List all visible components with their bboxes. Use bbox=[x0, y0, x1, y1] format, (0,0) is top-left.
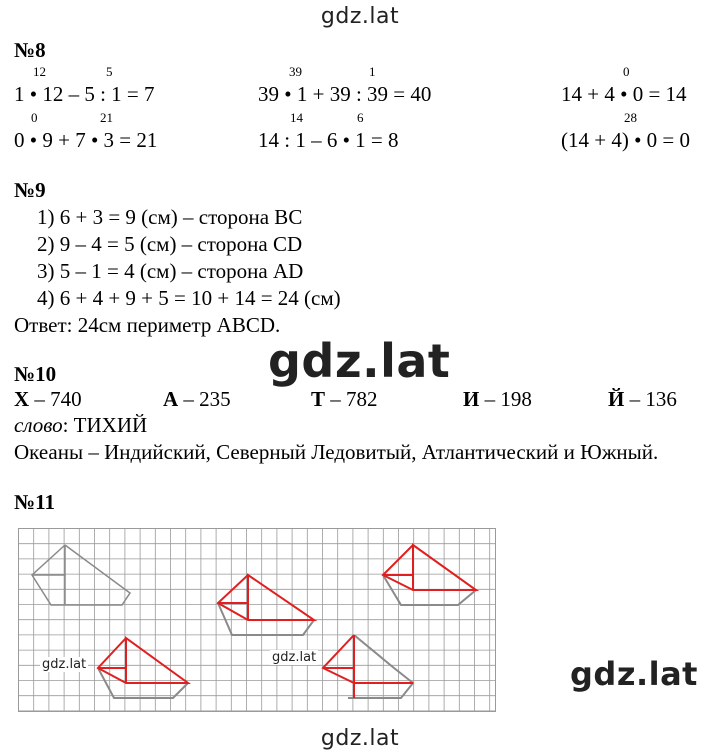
task8-col3-row2: (14 + 4) • 0 = 0 bbox=[561, 128, 691, 152]
task9-line-4: 4) 6 + 4 + 9 + 5 = 10 + 14 = 24 (см) bbox=[37, 286, 341, 310]
task10-value: – 235 bbox=[178, 387, 231, 411]
task9-line-3: 3) 5 – 1 = 4 (см) – сторона AD bbox=[37, 259, 304, 283]
task10-letter: И bbox=[463, 387, 480, 411]
task8-heading: №8 bbox=[14, 38, 46, 62]
watermark-small-mid: gdz.lat bbox=[272, 650, 317, 665]
watermark-top: gdz.lat bbox=[320, 4, 400, 29]
task10-item-1 bbox=[14, 387, 82, 412]
task8-col2-sup1b: 1 bbox=[369, 64, 376, 79]
shape5-grey bbox=[348, 635, 413, 698]
task10-item-5 bbox=[608, 387, 677, 412]
task10-value: – 740 bbox=[29, 387, 82, 411]
task10-word-label: слово bbox=[14, 413, 63, 437]
task8-col1-sup1a: 12 bbox=[33, 64, 46, 79]
watermark-small-left: gdz.lat bbox=[42, 657, 87, 672]
shape-red-4 bbox=[98, 638, 188, 698]
task8-col2-sup1a: 39 bbox=[289, 64, 302, 79]
shape2-red bbox=[218, 575, 314, 620]
watermark-center: gdz.lat bbox=[268, 334, 451, 388]
task9-heading: №9 bbox=[14, 178, 46, 202]
task10-item-2 bbox=[163, 387, 231, 412]
shape4-red bbox=[98, 638, 188, 683]
shape-red-2 bbox=[218, 575, 314, 635]
task11-heading: №11 bbox=[14, 490, 55, 514]
task10-value: – 136 bbox=[624, 387, 677, 411]
task8-col2-row1: 39 • 1 + 39 : 39 = 40 bbox=[258, 82, 432, 106]
task8-col1-sup2a: 0 bbox=[31, 110, 38, 125]
task10-oceans: Океаны – Индийский, Северный Ледовитый, Атлантический и Южный. bbox=[14, 440, 659, 464]
task9-answer: Ответ: 24см периметр ABCD. bbox=[14, 313, 281, 337]
task8-col3-sup1: 0 bbox=[623, 64, 630, 79]
task10-word-value: : ТИХИЙ bbox=[62, 413, 148, 437]
task10-letter: Т bbox=[311, 387, 326, 411]
task8-col3-sup2: 28 bbox=[624, 110, 637, 125]
task9-line-2: 2) 9 – 4 = 5 (см) – сторона CD bbox=[37, 232, 303, 256]
task10-value: – 198 bbox=[479, 387, 532, 411]
task10-item-4 bbox=[463, 387, 532, 412]
task8-col1-sup2b: 21 bbox=[100, 110, 113, 125]
shape-red-3 bbox=[383, 545, 476, 605]
task8-col2-sup2a: 14 bbox=[290, 110, 303, 125]
shape3-red bbox=[383, 545, 476, 590]
task8-col3-row1: 14 + 4 • 0 = 14 bbox=[561, 82, 687, 106]
task8-col1-row2: 0 • 9 + 7 • 3 = 21 bbox=[14, 128, 158, 152]
task10-letter: Х bbox=[14, 387, 30, 411]
task8-col2-row2: 14 : 1 – 6 • 1 = 8 bbox=[258, 128, 399, 152]
watermark-bottom: gdz.lat bbox=[320, 726, 400, 751]
task11-grid-drawing bbox=[18, 528, 496, 712]
task10-letter: Й bbox=[608, 387, 625, 411]
task10-letter: А bbox=[163, 387, 179, 411]
watermark-right: gdz.lat bbox=[570, 655, 698, 693]
task8-col2-sup2b: 6 bbox=[357, 110, 364, 125]
task8-col1-sup1b: 5 bbox=[106, 64, 113, 79]
shape-grey-1 bbox=[32, 545, 130, 605]
task9-line-1: 1) 6 + 3 = 9 (см) – сторона ВС bbox=[37, 205, 303, 229]
task10-item-3 bbox=[311, 387, 378, 412]
task10-heading: №10 bbox=[14, 362, 57, 386]
task10-value: – 782 bbox=[325, 387, 378, 411]
task8-col1-row1: 1 • 12 – 5 : 1 = 7 bbox=[14, 82, 155, 106]
task10-word bbox=[14, 413, 147, 438]
